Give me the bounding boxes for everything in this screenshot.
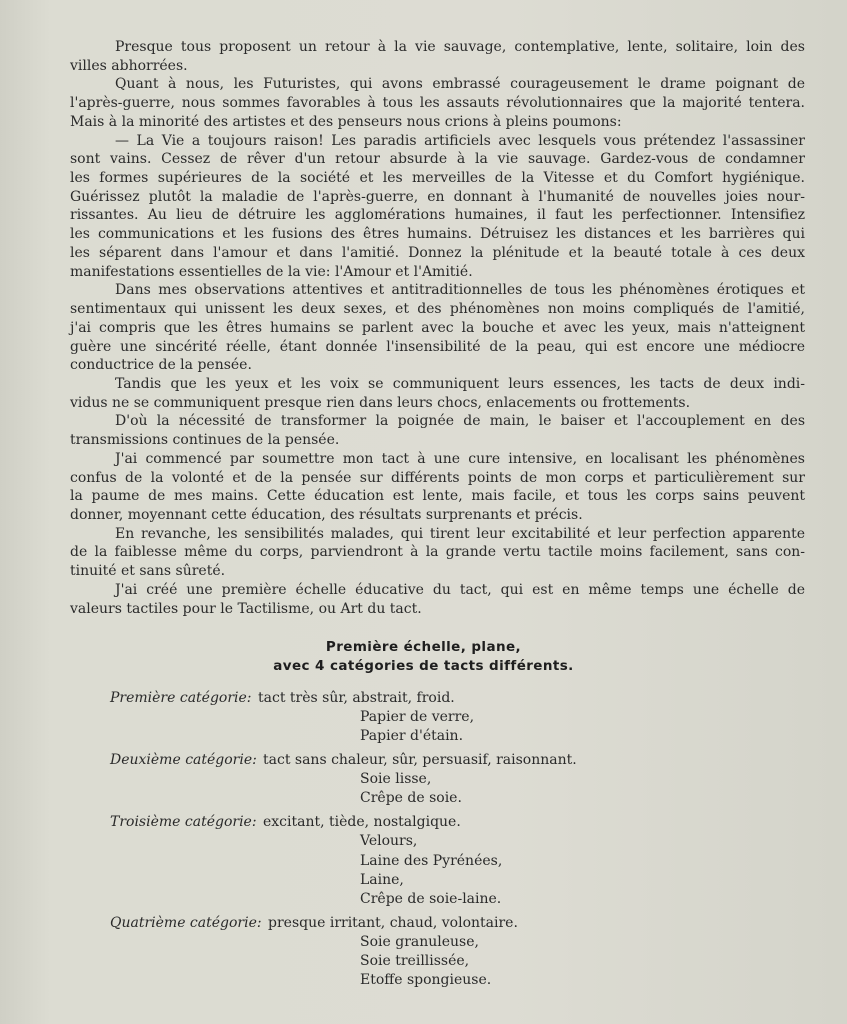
text-line: sentimentaux qui unissent les deux sexes, et des phénomènes non moins compliqués de l'amitié, <box>70 301 805 318</box>
text-line: En revanche, les sensibilités malades, qui tirent leur excitabilité et leur perfection apparente <box>115 525 805 542</box>
material-item: Soie granuleuse, <box>360 933 479 950</box>
text-line: villes abhorrées. <box>70 57 188 74</box>
text-line: conductrice de la pensée. <box>70 357 252 374</box>
paragraph <box>70 525 805 581</box>
paragraph <box>70 75 805 131</box>
category-label: Deuxième catégorie: <box>110 752 257 769</box>
category-row <box>0 751 847 770</box>
material-item: Crêpe de soie-laine. <box>360 890 502 907</box>
text-line: transmissions continues de la pensée. <box>70 432 340 449</box>
text-line: les séparent dans l'amour et dans l'amitié. Donnez la plénitude et la beauté totale à ces deux <box>70 244 805 261</box>
paragraph <box>70 132 805 282</box>
category-label: Quatrième catégorie: <box>110 914 262 931</box>
text-line: J'ai créé une première échelle éducative du tact, qui est en même temps une échelle de <box>115 581 805 598</box>
text-line: Dans mes observations attentives et antitraditionnelles de tous les phénomènes érotiques et <box>115 282 805 299</box>
material-row <box>0 952 847 971</box>
scale-heading <box>0 638 847 676</box>
paragraph <box>70 450 805 525</box>
material-row <box>0 789 847 808</box>
text-line: Tandis que les yeux et les voix se communiquent leurs essences, les tacts de deux indi- <box>115 375 805 392</box>
text-line: Mais à la minorité des artistes et des penseurs nous crions à pleins poumons: <box>70 113 622 130</box>
paragraph <box>70 412 805 449</box>
material-item: Velours, <box>360 833 418 850</box>
material-item: Laine, <box>360 871 404 888</box>
material-row <box>0 832 847 851</box>
category-row <box>0 813 847 832</box>
tact-scale-list <box>0 689 847 995</box>
text-line: de la faiblesse même du corps, parviendront à la grande vertu tactile moins facilement, sans con- <box>70 544 805 561</box>
text-line: valeurs tactiles pour le Tactilisme, ou Art du tact. <box>70 600 422 617</box>
material-row <box>0 770 847 789</box>
text-line: — La Vie a toujours raison! Les paradis artificiels avec lesquels vous prétendez l'assassiner <box>115 132 805 149</box>
text-line: manifestations essentielles de la vie: l'Amour et l'Amitié. <box>70 263 473 280</box>
category <box>0 689 847 747</box>
category-label: Première catégorie: <box>110 690 252 706</box>
text-line: sont vains. Cessez de rêver d'un retour absurde à la vie sauvage. Gardez-vous de condamner <box>70 151 805 168</box>
material-row <box>0 971 847 990</box>
material-row <box>0 727 847 746</box>
text-line: l'après-guerre, nous sommes favorables à tous les assauts révolutionnaires que la majorité tentera. <box>70 95 805 112</box>
category-description: tact sans chaleur, sûr, persuasif, raisonnant. <box>263 752 577 769</box>
category <box>0 813 847 909</box>
category-row <box>0 689 847 708</box>
material-item: Crêpe de soie. <box>360 790 462 807</box>
material-row <box>0 852 847 871</box>
scale-heading-line-2: avec 4 catégories de tacts différents. <box>273 658 574 674</box>
scale-heading-line-1: Première échelle, plane, <box>325 639 522 655</box>
paragraph <box>70 581 805 618</box>
text-line: D'où la nécessité de transformer la poignée de main, le baiser et l'accouplement en des <box>115 413 805 430</box>
text-line: les communications et les fusions des êtres humains. Détruisez les distances et les barrières qui <box>70 226 805 243</box>
material-item: Papier de verre, <box>360 709 475 726</box>
material-item: Etoffe spongieuse. <box>360 972 492 989</box>
material-item: Soie lisse, <box>360 771 432 788</box>
text-line: confus de la volonté et de la pensée sur différents points de mon corps et particulièrement sur <box>70 469 805 486</box>
text-line: rissantes. Au lieu de détruire les agglomérations humaines, il faut les perfectionner. Intensifiez <box>70 207 805 224</box>
paragraph <box>70 281 805 375</box>
category-description: excitant, tiède, nostalgique. <box>263 814 461 831</box>
material-row <box>0 933 847 952</box>
category-description: tact très sûr, abstrait, froid. <box>258 690 455 706</box>
category-label: Troisième catégorie: <box>110 814 257 831</box>
body-text <box>70 38 805 618</box>
material-item: Papier d'étain. <box>360 728 464 745</box>
paragraph <box>70 38 805 75</box>
text-line: tinuité et sans sûreté. <box>70 563 226 580</box>
category <box>0 914 847 991</box>
category-description: presque irritant, chaud, volontaire. <box>268 914 518 931</box>
material-item: Soie treillissée, <box>360 952 470 969</box>
material-row <box>0 871 847 890</box>
text-line: les formes supérieures de la société et les merveilles de la Vitesse et du Comfort hygiénique. <box>70 170 805 187</box>
text-line: donner, moyennant cette éducation, des résultats surprenants et précis. <box>70 506 583 523</box>
text-line: j'ai compris que les êtres humains se parlent avec la bouche et avec les yeux, mais n'atteignent <box>70 319 805 336</box>
text-line: Presque tous proposent un retour à la vie sauvage, contemplative, lente, solitaire, loin des <box>115 39 805 55</box>
text-line: vidus ne se communiquent presque rien dans leurs chocs, enlacements ou frottements. <box>70 394 691 411</box>
text-line: Guérissez plutôt la maladie de l'après-guerre, en donnant à l'humanité de nouvelles joies nour- <box>70 188 805 205</box>
text-line: guère une sincérité réelle, étant donnée l'insensibilité de la peau, qui est encore une médiocre <box>70 338 805 355</box>
material-item: Laine des Pyrénées, <box>360 852 503 869</box>
material-row <box>0 890 847 909</box>
category-row <box>0 914 847 933</box>
text-line: la paume de mes mains. Cette éducation est lente, mais facile, et tous les corps sains peuvent <box>70 488 805 505</box>
category <box>0 751 847 809</box>
material-row <box>0 708 847 727</box>
text-line: J'ai commencé par soumettre mon tact à une cure intensive, en localisant les phénomènes <box>115 450 805 467</box>
paragraph <box>70 375 805 412</box>
text-line: Quant à nous, les Futuristes, qui avons embrassé courageusement le drame poignant de <box>115 76 805 93</box>
